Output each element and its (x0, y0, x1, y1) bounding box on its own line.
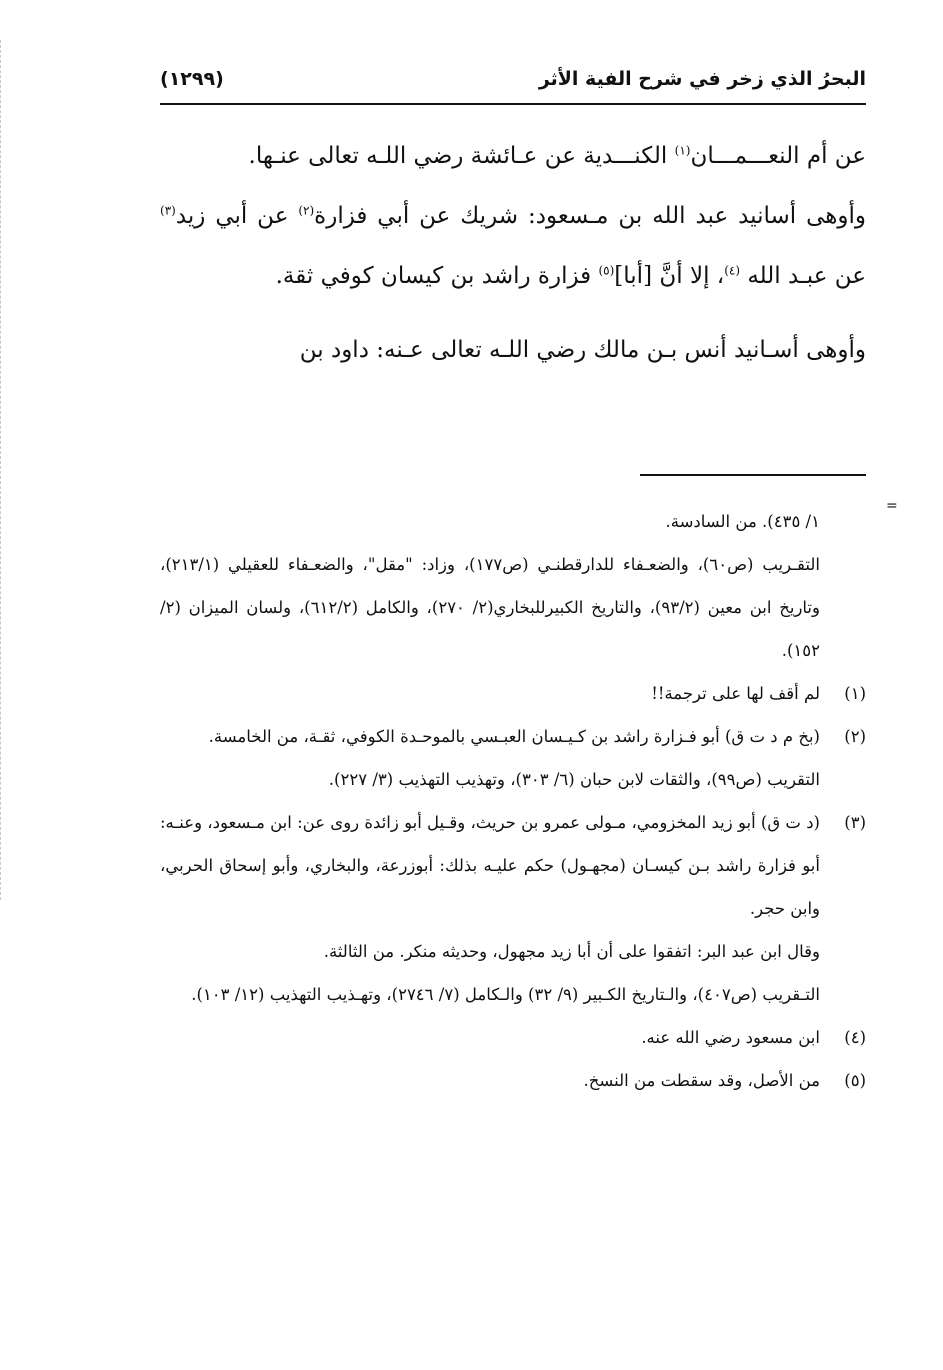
footnote-body (160, 715, 820, 801)
running-title: البحرُ الذي زخر في شرح الفية الأثر (538, 68, 866, 90)
footnote-continuation: التقـريب (ص٦٠)، والضعـفاء للدارقطنـي (ص١٧٧)، وزاد: "مقل"، والضعـفاء للعقيلي (٢١٣/١)، وتاريخ ابن معين (٩٣/٢)، والتاريخ الكبيرللبخاري(٢/ ٢٧٠)، والكامل (٦١٢/٢)، ولسان الميزان (٢/ ١٥٢). (160, 555, 820, 660)
footnote-continuation: ١/ ٤٣٥). من السادسة. (665, 512, 820, 531)
footnote-ref: (٥) (598, 263, 615, 278)
footnote-body (160, 1016, 820, 1059)
header-rule (160, 103, 866, 105)
footnote-line: (بخ م د ت ق) أبو فـزارة راشد بن كـيـسان العبـسي بالموحـدة الكوفي، ثقـة، من الخامسة. (208, 727, 820, 746)
continuation-mark: = (886, 498, 898, 514)
footnote-ref: (٤) (724, 263, 741, 278)
footnote-body (160, 801, 820, 1016)
main-paragraph (160, 126, 866, 186)
footnotes (160, 500, 866, 1102)
footnote-line: التـقريب (ص٤٠٧)، والـتاريخ الكـبير (٩/ ٣٢) والـكامل (٧/ ٢٧٤٦)، وتهـذيب التهذيب (١٢/ ١٠٣). (191, 985, 820, 1004)
footnote-1 (160, 672, 866, 715)
footnote-body (160, 1059, 820, 1102)
footnote-3 (160, 801, 866, 1016)
page-header (160, 60, 866, 100)
main-text-run: عن عبـد الله (740, 263, 866, 289)
main-text-run: ، إلا أنَّ [أبا] (614, 263, 725, 289)
main-text-run: الكنـــدية عن عـائشة رضي اللـه تعالى عنـها. (248, 143, 675, 169)
footnote-line: من الأصل، وقد سقطت من النسخ. (583, 1071, 820, 1090)
main-paragraph (160, 186, 866, 306)
main-text-run: فزارة راشد بن كيسان كوفي ثقة. (275, 263, 599, 289)
footnote-ref: (١) (674, 143, 691, 158)
main-paragraph: وأوهى أسـانيد أنس بـن مالك رضي اللـه تعالى عـنه: داود بن (299, 337, 866, 363)
main-text (160, 126, 866, 380)
footnote-separator (640, 474, 866, 476)
footnote-line: لم أقف لها على ترجمة!! (651, 684, 820, 703)
footnote-2 (160, 715, 866, 801)
footnote-ref: (٣) (160, 203, 176, 218)
main-text-run: وأوهى أسانيد عبد الله بن مـسعود: شريك عن أبي فزارة (314, 203, 866, 229)
page-number: (١٢٩٩) (160, 68, 224, 90)
footnote-4 (160, 1016, 866, 1059)
main-text-run: عن أبي زيد (175, 203, 299, 229)
footnote-ref: (٢) (298, 203, 315, 218)
footnote-line: وقال ابن عبد البر: اتفقوا على أن أبا زيد مجهول، وحديثه منكر. من الثالثة. (323, 942, 820, 961)
footnote-line: ابن مسعود رضي الله عنه. (641, 1028, 820, 1047)
main-text-run: عن أم النعـــمـــان (690, 143, 866, 169)
footnote-number: (٣) (844, 813, 866, 832)
page-edge-mark (0, 40, 4, 900)
footnote-number: (٥) (844, 1071, 866, 1090)
footnote-number: (٢) (844, 727, 866, 746)
footnote-5 (160, 1059, 866, 1102)
footnote-number: (١) (844, 684, 866, 703)
footnote-body (160, 672, 820, 715)
footnote-line: (د ت ق) أبو زيد المخزومي، مـولى عمرو بن حريث، وقـيل أبو زائدة روى عن: ابن مـسعود، وعنـه: أبو فزارة راشد بـن كيسـان (مجهـول) حكم عليـه بذلك: أبوزرعة، والبخاري، وأبو إسحاق الحربي، وابن حجر. (160, 813, 820, 918)
footnote-line: التقريب (ص٩٩)، والثقات لابن حبان (٦/ ٣٠٣)، وتهذيب التهذيب (٣/ ٢٢٧). (328, 770, 820, 789)
footnote-number: (٤) (844, 1028, 866, 1047)
